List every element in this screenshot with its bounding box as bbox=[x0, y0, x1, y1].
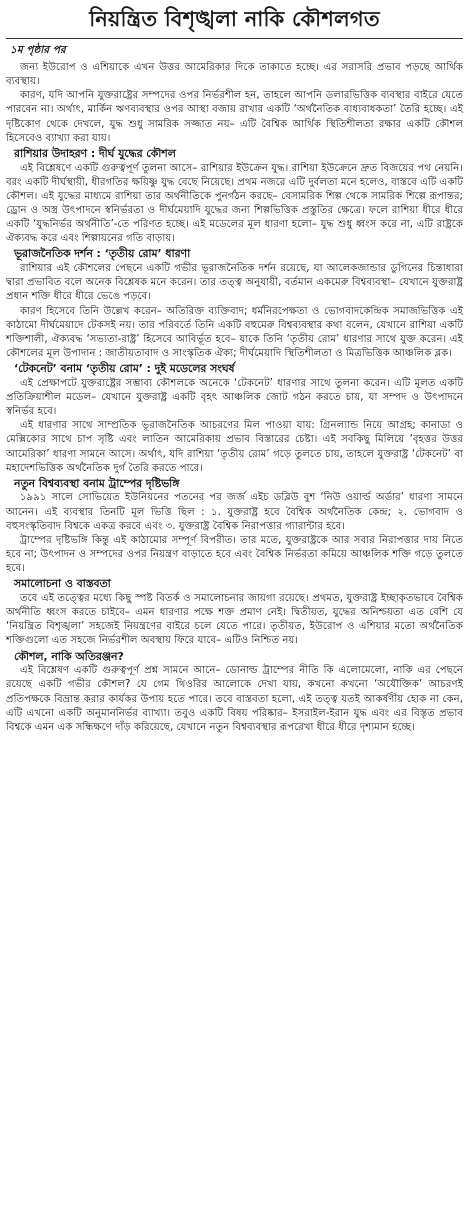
article-paragraph: কারণ, যদি আপনি যুক্তরাষ্ট্রের সম্পদের ওপর নির্ভরশীল হন, তাহলে আপনি ডলারভিত্তিক ব্যবস্থার বাইরে যেতে পারবেন না। অর্থাৎ, মার্কিন ঋণব্যবস্থার ওপর আস্থা বজায় রাখার একটি ‘অর্থনৈতিক বাধ্যবাধকতা’ তৈরি হচ্ছে। এই দৃষ্টিকোণ থেকে দেখলে, যুদ্ধ শুধু সামরিক সজ্জাত নয়– এটি বৈশ্বিক আর্থিক স্থিতিশীলতা রক্ষার একটি কৌশল হিসেবেও ব্যাখ্যা করা যায়। bbox=[6, 90, 463, 144]
article-paragraph: এই প্রেক্ষাপটে যুক্তরাষ্ট্রের সম্ভাব্য কৌশলকে অনেকে ‘টেকনেট’ ধারণার সাথে তুলনা করেন। এটি মূলত একটি প্রতিক্রিয়াশীল মডেল– যেখানে যুক্তরাষ্ট্র একটি বৃহৎ আঞ্চলিক জোট গঠন করতে চায়, যা সম্পদ ও উৎপাদনে স্বনির্ভর হবে। bbox=[6, 377, 463, 418]
article-paragraph: কারণ হিসেবে তিনি উল্লেখ করেন– অতিরিক্ত ব্যক্তিবাদ; ধর্মনিরপেক্ষতা ও ভোগবাদকেন্দ্রিক সমাজভিত্তিক এই কাঠামো দীর্ঘমেয়াদে টেকসই নয়। তার পরিবর্তে তিনি একটি বহুমেরু বিশ্বব্যবস্থার কথা বলেন, যেখানে রাশিয়া একটি শক্তিশালী, ঐক্যবদ্ধ ‘সভ্যতা-রাষ্ট্র’ হিসেবে আবির্ভূত হবে– যাকে তিনি ‘তৃতীয় রোম’ ধারণার সাথে যুক্ত করেন। এই কৌশলের মূল উপাদান : জাতীয়তাবাদ ও সাংস্কৃতিক ঐক্য; দীর্ঘমেয়াদি স্থিতিশীলতা ও মিত্রভিত্তিক আঞ্চলিক ব্লক। bbox=[6, 305, 463, 359]
newspaper-page bbox=[0, 4, 469, 1220]
section-heading: নতুন বিশ্বব্যবস্থা বনাম ট্রাম্পের দৃষ্টিভঙ্গি bbox=[14, 476, 180, 490]
article-paragraph: এই বিশ্লেষণ একটি গুরুত্বপূর্ণ প্রশ্ন সামনে আনে– ডোনাল্ড ট্রাম্পের নীতি কি এলোমেলো, নাকি এর পেছনে রয়েছে একটি গভীর কৌশল? যে গেম থিওরির আলোকে দেখা যায়, কখনো কখনো ‘অযৌক্তিক’ আচরণই প্রতিপক্ষকে বিভ্রান্ত করার কার্যকর উপায় হতে পারে। তবে বাস্তবতা হলো, এই তত্ত্ব যতই আকর্ষণীয় হোক না কেন, এটি এখনো একটি অনুমাননির্ভর ব্যাখ্যা। তবুও একটি বিষয় পরিষ্কার– ইসরাইল-ইরান যুদ্ধ এবং এর বিস্তৃত প্রভাব বিশ্বকে এমন এক সন্ধিক্ষণে দাঁড় করিয়েছে, যেখানে নতুন বিশ্বব্যবস্থার রূপরেখা ধীরে ধীরে দৃশ্যমান হচ্ছে। bbox=[6, 665, 463, 733]
section-heading: রাশিয়ার উদাহরণ : দীর্ঘ যুদ্ধের কৌশল bbox=[14, 146, 176, 160]
article-paragraph: ১৯৯১ সালে সোভিয়েত ইউনিয়নের পতনের পর জর্জ এইচ ডব্লিউ বুশ ‘নিউ ওয়ার্ল্ড অর্ডার’ ধারণা সামনে আনেন। এই ব্যবস্থার তিনটি মূল ভিত্তি ছিল : ১. যুক্তরাষ্ট্র হবে বৈশ্বিক অর্থনৈতিক কেন্দ্র; ২. ভোগবাদ ও বহুসংস্কৃতিবাদ বিশ্বকে একত্র করবে এবং ৩. যুক্তরাষ্ট্র বৈশ্বিক নিরাপত্তার গ্যারান্টার হবে। bbox=[6, 492, 463, 532]
section-heading: সমালোচনা ও বাস্তবতা bbox=[14, 577, 111, 591]
section-heading: ভূরাজনৈতিক দর্শন : ‘তৃতীয় রোম’ ধারণা bbox=[14, 247, 191, 261]
article-body bbox=[6, 61, 463, 735]
section-heading: ‘টেকনেট’ বনাম ‘তৃতীয় রোম’ : দুই মডেলের সংঘর্ষ bbox=[14, 362, 235, 376]
article-paragraph: এই ধারণার সাথে সাম্প্রতিক ভূরাজনৈতিক আচরণের মিল পাওয়া যায়: গ্রিনল্যান্ড নিয়ে আগ্রহ; কানাডা ও মেক্সিকোর সাথে চাপ সৃষ্টি এবং লাতিন আমেরিকায় প্রভাব বিস্তারের চেষ্টা। এই সবকিছু মিলিয়ে ‘বৃহত্তর উত্তর আমেরিকা’ ধারণা সামনে আসে। অর্থাৎ, যদি রাশিয়া ‘তৃতীয় রোম’ গড়ে তুলতে চায়, তাহলে যুক্তরাষ্ট্র ‘টেকনেট’ বা মহাদেশভিত্তিক অর্থনৈতিক দুর্গ তৈরি করতে পারে। bbox=[6, 420, 463, 474]
article-paragraph: তবে এই তত্ত্বের মধ্যে কিছু স্পষ্ট বিতর্ক ও সমালোচনার জায়গা রয়েছে। প্রথমত, যুক্তরাষ্ট্র ইচ্ছাকৃতভাবে বৈশ্বিক অর্থনীতি ধ্বংস করতে চাইবে– এমন ধারণার পক্ষে শক্ত প্রমাণ নেই। দ্বিতীয়ত, যুদ্ধের অনিশ্চয়তা এত বেশি যে ‘নিয়ন্ত্রিত বিশৃঙ্খলা’ সহজেই নিয়ন্ত্রণের বাইরে চলে যেতে পারে। তৃতীয়ত, ইউরোপ ও এশিয়ার মতো অর্থনৈতিক শক্তিগুলো এত সহজে নির্ভরশীল অবস্থায় ফিরে যাবে– এটিও নিশ্চিত নয়। bbox=[6, 592, 463, 647]
article-paragraph: জন্য ইউরোপ ও এশিয়াকে এখন উত্তর আমেরিকার দিকে তাকাতে হচ্ছে। এর সরাসরি প্রভাব পড়ছে আর্থিক ব্যবস্থায়। bbox=[6, 62, 463, 88]
article-paragraph: এই বিশ্লেষণে একটি গুরুত্বপূর্ণ তুলনা আসে– রাশিয়ার ইউক্রেন যুদ্ধ। রাশিয়া ইউক্রেনে দ্রুত বিজয়ের পথ নেয়নি। বরং একটি দীর্ঘস্থায়ী, ধীরগতির ক্ষয়িষ্ণু যুদ্ধ বেছে নিয়েছে। প্রথম নজরে এটি দুর্বলতা মনে হলেও, বাস্তবে এটি একটি কৌশল। এই যুদ্ধের মাধ্যমে রাশিয়া তার অর্থনীতিকে পুনর্গঠন করছে– বেসামরিক শিল্প থেকে সামরিক শিল্পে রূপান্তর; ড্রোন ও অস্ত্র উৎপাদনে স্বনির্ভরতা ও দীর্ঘমেয়াদি যুদ্ধের জন্য শিল্পভিত্তিক প্রস্তুতির ক্ষেত্রে। ফলে রাশিয়া ধীরে ধীরে একটি ‘যুদ্ধনির্ভর অর্থনীতি’-তে পরিণত হচ্ছে। এই মডেলের মূল ধারণা হলো– যুদ্ধ শুধু ধ্বংস করে না, এটি রাষ্ট্রকে ঐক্যবদ্ধ করে এবং শিল্পায়নের গতি বাড়ায়। bbox=[6, 162, 463, 245]
article-paragraph: রাশিয়ার এই কৌশলের পেছনে একটি গভীর ভূরাজনৈতিক দর্শন রয়েছে, যা আলেকজান্ডার ডুগিনের চিন্তাধারা দ্বারা প্রভাবিত বলে অনেক বিশ্লেষক মনে করেন। তার তত্ত্ব অনুযায়ী, বর্তমান একমেরু বিশ্বব্যবস্থা– যেখানে যুক্তরাষ্ট্র প্রধান শক্তি ধীরে ধীরে ভেঙে পড়বে। bbox=[6, 263, 463, 303]
article-paragraph: ট্রাম্পের দৃষ্টিভঙ্গি কিন্তু এই কাঠামোর সম্পূর্ণ বিপরীত। তার মতে, যুক্তরাষ্ট্রকে আর সবার নিরাপত্তার দায় নিতে হবে না; উৎপাদন ও সম্পদের ওপর নিয়ন্ত্রণ বাড়াতে হবে এবং বৈশ্বিক নির্ভরতা কমিয়ে আঞ্চলিক শক্তি গড়ে তুলতে হবে। bbox=[6, 534, 463, 575]
article-headline: নিয়ন্ত্রিত বিশৃঙ্খলা নাকি কৌশলগত bbox=[6, 4, 463, 39]
continued-from-label: ১ম পৃষ্ঠার পর bbox=[10, 44, 66, 56]
section-heading: কৌশল, নাকি অতিরঞ্জন? bbox=[14, 649, 124, 663]
